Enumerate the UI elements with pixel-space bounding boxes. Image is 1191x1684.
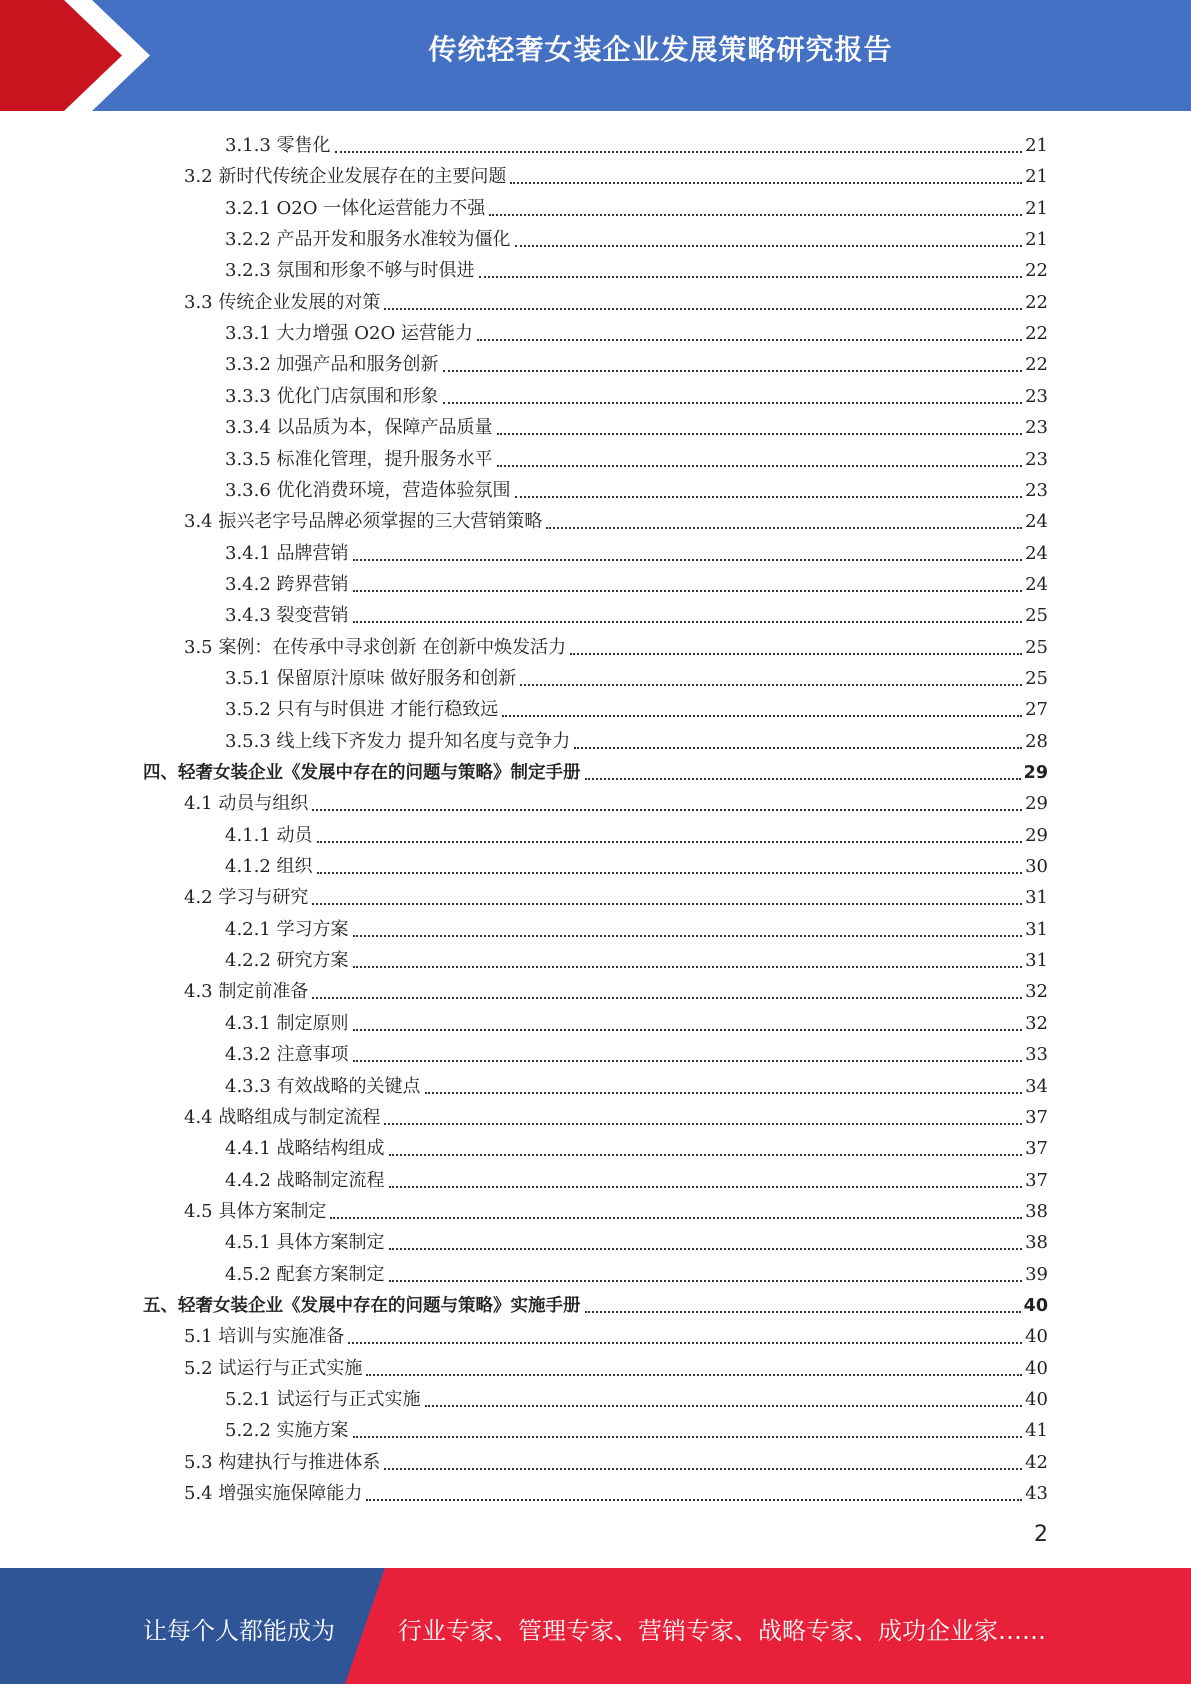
toc-dot-leader (353, 1029, 1023, 1031)
toc-dot-leader (515, 496, 1023, 498)
toc-entry-title: 4.2.1 学习方案 (225, 918, 349, 940)
toc-page-number: 27 (1025, 699, 1048, 721)
toc-entry-title: 4.3.2 注意事项 (225, 1044, 349, 1066)
toc-dot-leader (497, 433, 1023, 435)
toc-entry[interactable] (225, 190, 1048, 221)
toc-entry-title: 4.3 制定前准备 (184, 981, 309, 1003)
toc-dot-leader (317, 872, 1023, 874)
toc-entry[interactable] (225, 691, 1048, 722)
toc-entry-title: 3.3 传统企业发展的对策 (184, 291, 381, 313)
toc-entry[interactable] (225, 1256, 1048, 1287)
toc-page-number: 40 (1023, 1295, 1048, 1316)
toc-entry[interactable] (225, 566, 1048, 597)
toc-entry-title: 5.2 试运行与正式实施 (184, 1357, 363, 1379)
toc-entry[interactable] (184, 1444, 1048, 1475)
toc-dot-leader (497, 465, 1023, 467)
toc-page-number: 37 (1025, 1138, 1048, 1160)
toc-page-number: 29 (1025, 793, 1048, 815)
toc-dot-leader (330, 1217, 1022, 1219)
toc-page-number: 32 (1025, 1012, 1048, 1034)
toc-entry-title: 3.2 新时代传统企业发展存在的主要问题 (184, 166, 507, 188)
toc-entry[interactable] (225, 252, 1048, 283)
toc-page-number: 31 (1025, 918, 1048, 940)
toc-page-number: 25 (1025, 667, 1048, 689)
toc-entry-title: 3.2.1 O2O 一体化运营能力不强 (225, 197, 486, 219)
toc-entry-title: 4.2.2 研究方案 (225, 950, 349, 972)
toc-entry[interactable] (184, 1475, 1048, 1506)
toc-dot-leader (312, 809, 1022, 811)
toc-entry[interactable] (184, 1099, 1048, 1130)
toc-page-number: 41 (1025, 1420, 1048, 1442)
toc-dot-leader (366, 1499, 1022, 1501)
toc-entry-title: 5.4 增强实施保障能力 (184, 1483, 363, 1505)
toc-entry-title: 4.5.2 配套方案制定 (225, 1263, 385, 1285)
toc-entry-title: 3.4.2 跨界营销 (225, 573, 349, 595)
toc-entry-title: 四、轻奢女装企业《发展中存在的问题与策略》制定手册 (143, 763, 581, 783)
toc-dot-leader (353, 559, 1023, 561)
toc-entry[interactable] (225, 848, 1048, 879)
toc-entry[interactable] (225, 535, 1048, 566)
toc-page-number: 21 (1025, 135, 1048, 156)
toc-page-number: 25 (1025, 636, 1048, 658)
toc-page-number: 40 (1025, 1326, 1048, 1348)
toc-entry[interactable] (225, 1068, 1048, 1099)
toc-entry[interactable] (225, 409, 1048, 440)
toc-page-number: 22 (1025, 323, 1048, 345)
toc-page-number: 31 (1025, 887, 1048, 909)
toc-dot-leader (546, 527, 1022, 529)
toc-entry[interactable] (184, 503, 1048, 534)
toc-entry-title: 3.3.4 以品质为本，保障产品质量 (225, 417, 493, 439)
toc-entry[interactable] (225, 597, 1048, 628)
toc-entry[interactable] (184, 879, 1048, 910)
toc-entry-title: 5.1 培训与实施准备 (184, 1326, 345, 1348)
toc-entry[interactable] (225, 127, 1048, 158)
toc-page-number: 31 (1025, 950, 1048, 972)
toc-page-number: 21 (1025, 197, 1048, 219)
toc-entry[interactable] (184, 973, 1048, 1004)
toc-entry[interactable] (225, 441, 1048, 472)
toc-entry-title: 3.2.3 氛围和形象不够与时俱进 (225, 260, 475, 282)
toc-page-number: 25 (1025, 605, 1048, 627)
toc-entry-title: 3.5.3 线上线下齐发力 提升知名度与竞争力 (225, 730, 571, 752)
toc-entry-title: 3.1.3 零售化 (225, 135, 331, 156)
toc-page-number: 28 (1025, 730, 1048, 752)
toc-dot-leader (425, 1092, 1023, 1094)
toc-page-number: 23 (1025, 479, 1048, 501)
toc-dot-leader (384, 308, 1022, 310)
toc-entry[interactable] (184, 1193, 1048, 1224)
toc-dot-leader (389, 1186, 1023, 1188)
toc-entry[interactable] (225, 660, 1048, 691)
toc-entry[interactable] (184, 785, 1048, 816)
toc-entry[interactable] (184, 158, 1048, 189)
page-number: 2 (1034, 1522, 1048, 1547)
toc-entry-title: 4.2 学习与研究 (184, 887, 309, 909)
toc-entry[interactable] (184, 1318, 1048, 1349)
toc-dot-leader (353, 1436, 1023, 1438)
toc-entry[interactable] (184, 1350, 1048, 1381)
toc-page-number: 38 (1025, 1232, 1048, 1254)
toc-entry-title: 3.2.2 产品开发和服务水准较为僵化 (225, 229, 511, 251)
toc-page-number: 24 (1025, 573, 1048, 595)
toc-entry[interactable] (225, 723, 1048, 754)
footer-slogan-left: 让每个人都能成为 (143, 1617, 335, 1645)
toc-entry[interactable] (184, 629, 1048, 660)
toc-dot-leader (353, 935, 1023, 937)
toc-dot-leader (348, 1342, 1022, 1344)
toc-entry-title: 3.5.1 保留原汁原味 做好服务和创新 (225, 667, 517, 689)
toc-entry-title: 五、轻奢女装企业《发展中存在的问题与策略》实施手册 (143, 1295, 581, 1316)
toc-dot-leader (384, 1123, 1022, 1125)
toc-entry[interactable] (225, 472, 1048, 503)
toc-page-number: 21 (1025, 166, 1048, 188)
toc-entry-title: 3.3.1 大力增强 O2O 运营能力 (225, 323, 473, 345)
toc-entry-title: 3.4.3 裂变营销 (225, 605, 349, 627)
toc-page-number: 34 (1025, 1075, 1048, 1097)
toc-dot-leader (443, 402, 1023, 404)
toc-page-number: 33 (1025, 1044, 1048, 1066)
red-arrow-icon (0, 0, 160, 111)
toc-page-number: 30 (1025, 856, 1048, 878)
toc-entry-title: 4.3.1 制定原则 (225, 1012, 349, 1034)
toc-dot-leader (515, 245, 1023, 247)
toc-entry-title: 3.5.2 只有与时俱进 才能行稳致远 (225, 699, 499, 721)
toc-dot-leader (570, 653, 1022, 655)
toc-entry-title: 4.4 战略组成与制定流程 (184, 1106, 381, 1128)
toc-dot-leader (585, 1311, 1021, 1313)
toc-entry-title: 5.2.1 试运行与正式实施 (225, 1389, 421, 1410)
toc-dot-leader (366, 1374, 1022, 1376)
toc-entry[interactable] (225, 1381, 1048, 1412)
toc-dot-leader (479, 276, 1023, 278)
toc-entry-title: 3.3.6 优化消费环境，营造体验氛围 (225, 479, 511, 501)
toc-dot-leader (502, 715, 1022, 717)
toc-entry[interactable] (225, 942, 1048, 973)
toc-page-number: 32 (1025, 981, 1048, 1003)
toc-page-number: 21 (1025, 229, 1048, 251)
toc-dot-leader (510, 182, 1022, 184)
toc-dot-leader (443, 370, 1023, 372)
toc-entry[interactable] (225, 911, 1048, 942)
toc-dot-leader (312, 903, 1022, 905)
toc-dot-leader (574, 747, 1022, 749)
toc-entry-title: 4.1 动员与组织 (184, 793, 309, 815)
toc-page-number: 37 (1025, 1106, 1048, 1128)
toc-page-number: 37 (1025, 1169, 1048, 1191)
toc-entry[interactable] (225, 1036, 1048, 1067)
toc-dot-leader (384, 1468, 1022, 1470)
toc-page-number: 40 (1025, 1357, 1048, 1379)
toc-page-number: 39 (1025, 1263, 1048, 1285)
toc-entry-title: 5.2.2 实施方案 (225, 1420, 349, 1442)
toc-entry[interactable] (225, 1224, 1048, 1255)
toc-entry-title: 3.4 振兴老字号品牌必须掌握的三大营销策略 (184, 511, 543, 533)
toc-page-number: 24 (1025, 511, 1048, 533)
toc-dot-leader (425, 1405, 1023, 1407)
document-title: 传统轻奢女装企业发展策略研究报告 (428, 33, 893, 66)
toc-entry-title: 4.3.3 有效战略的关键点 (225, 1075, 421, 1097)
toc-entry-title: 4.5.1 具体方案制定 (225, 1232, 385, 1254)
toc-dot-leader (389, 1248, 1023, 1250)
toc-dot-leader (353, 621, 1023, 623)
toc-page-number: 40 (1025, 1389, 1048, 1410)
toc-entry[interactable] (225, 315, 1048, 346)
toc-page-number: 23 (1025, 417, 1048, 439)
toc-entry-title: 3.3.3 优化门店氛围和形象 (225, 385, 439, 407)
toc-entry-title: 3.5 案例：在传承中寻求创新 在创新中焕发活力 (184, 636, 567, 658)
toc-entry[interactable] (225, 1005, 1048, 1036)
toc-page-number: 29 (1025, 824, 1048, 846)
toc-dot-leader (353, 590, 1023, 592)
toc-page-number: 29 (1023, 763, 1048, 783)
header-banner (0, 0, 1191, 111)
toc-entry[interactable] (225, 346, 1048, 377)
toc-dot-leader (317, 841, 1023, 843)
toc-entry[interactable] (225, 1130, 1048, 1161)
toc-entry-title: 3.3.2 加强产品和服务创新 (225, 354, 439, 376)
toc-entry[interactable] (225, 1412, 1048, 1443)
toc-entry-title: 4.4.1 战略结构组成 (225, 1138, 385, 1160)
toc-page-number: 22 (1025, 260, 1048, 282)
toc-page-number: 43 (1025, 1483, 1048, 1505)
toc-dot-leader (585, 778, 1021, 780)
toc-dot-leader (335, 151, 1023, 153)
toc-page-number: 23 (1025, 385, 1048, 407)
toc-entry[interactable] (184, 284, 1048, 315)
toc-page-number: 22 (1025, 354, 1048, 376)
toc-dot-leader (312, 997, 1022, 999)
toc-entry-title: 4.4.2 战略制定流程 (225, 1169, 385, 1191)
toc-page-number: 24 (1025, 542, 1048, 564)
toc-page-number: 42 (1025, 1451, 1048, 1473)
toc-page-number: 23 (1025, 448, 1048, 470)
toc-entry-title: 3.4.1 品牌营销 (225, 542, 349, 564)
footer-banner (0, 1568, 1191, 1684)
toc-page-number: 38 (1025, 1200, 1048, 1222)
toc-entry[interactable] (143, 754, 1048, 785)
toc-entry[interactable] (225, 221, 1048, 252)
toc-entry[interactable] (225, 378, 1048, 409)
toc-page-number: 22 (1025, 291, 1048, 313)
toc-dot-leader (389, 1154, 1023, 1156)
toc-entry-title: 4.5 具体方案制定 (184, 1200, 327, 1222)
toc-entry-title: 4.1.2 组织 (225, 856, 313, 878)
toc-entry[interactable] (225, 1162, 1048, 1193)
toc-entry-title: 4.1.1 动员 (225, 824, 313, 846)
footer-slogan-right: 行业专家、管理专家、营销专家、战略专家、成功企业家…… (398, 1617, 1046, 1645)
toc-dot-leader (353, 1060, 1023, 1062)
toc-dot-leader (489, 214, 1022, 216)
toc-entry[interactable] (225, 817, 1048, 848)
toc-dot-leader (389, 1280, 1023, 1282)
toc-entry-title: 3.3.5 标准化管理，提升服务水平 (225, 448, 493, 470)
toc-dot-leader (520, 684, 1022, 686)
toc-dot-leader (477, 339, 1022, 341)
toc-dot-leader (353, 966, 1023, 968)
toc-entry-title: 5.3 构建执行与推进体系 (184, 1451, 381, 1473)
toc-entry[interactable] (143, 1287, 1048, 1318)
